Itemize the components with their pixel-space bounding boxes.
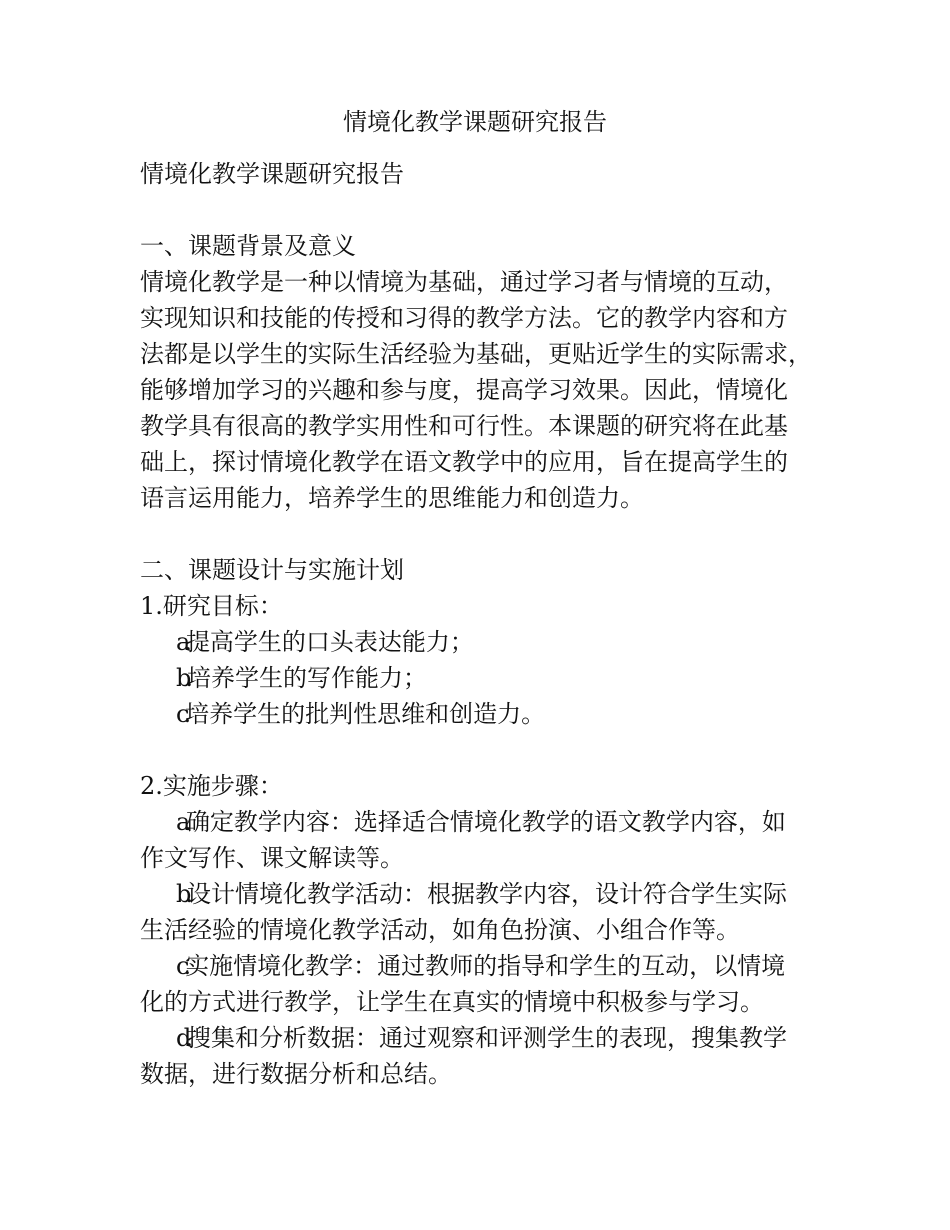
document-subtitle: 情境化教学课题研究报告 bbox=[140, 160, 404, 188]
step-item-continuation: 作文写作、课文解读等。 bbox=[140, 844, 404, 872]
spacer bbox=[140, 516, 830, 552]
goals-heading: 1.研究目标： bbox=[140, 592, 283, 620]
paragraph-line: 教学具有很高的教学实用性和可行性。本课题的研究将在此基 bbox=[140, 412, 788, 440]
goal-text: 提高学生的口头表达能力； bbox=[185, 628, 474, 656]
paragraph-line: 础上，探讨情境化教学在语文教学中的应用，旨在提高学生的 bbox=[140, 448, 788, 476]
spacer bbox=[140, 732, 830, 768]
step-item-continuation: 化的方式进行教学，让学生在真实的情境中积极参与学习。 bbox=[140, 988, 764, 1016]
paragraph-line: 实现知识和技能的传授和习得的教学方法。它的教学内容和方 bbox=[140, 304, 788, 332]
document-title: 情境化教学课题研究报告 bbox=[343, 108, 607, 136]
paragraph-line: 情境化教学是一种以情境为基础，通过学习者与情境的互动， bbox=[140, 268, 788, 296]
list-marker: c. bbox=[176, 952, 186, 980]
list-marker: b. bbox=[176, 880, 187, 908]
paragraph-line: 能够增加学习的兴趣和参与度，提高学习效果。因此，情境化 bbox=[140, 376, 788, 404]
step-item-continuation: 数据，进行数据分析和总结。 bbox=[140, 1060, 452, 1088]
goal-item bbox=[140, 696, 830, 732]
goal-item bbox=[140, 660, 830, 696]
goal-item bbox=[140, 624, 830, 660]
list-marker: b. bbox=[176, 664, 187, 692]
document-body bbox=[140, 156, 830, 1092]
step-text: 设计情境化教学活动：根据教学内容，设计符合学生实际 bbox=[187, 880, 787, 908]
section-background-paragraph bbox=[140, 264, 830, 516]
step-item-first-line bbox=[140, 1020, 830, 1056]
list-marker: a. bbox=[176, 628, 186, 656]
step-item-first-line bbox=[140, 804, 830, 840]
goal-text: 培养学生的批判性思维和创造力。 bbox=[185, 700, 546, 728]
step-item-first-line bbox=[140, 948, 830, 984]
list-marker: c. bbox=[176, 700, 186, 728]
goal-text: 培养学生的写作能力； bbox=[187, 664, 427, 692]
steps-heading: 2.实施步骤： bbox=[140, 772, 283, 800]
step-item-continuation: 生活经验的情境化教学活动，如角色扮演、小组合作等。 bbox=[140, 916, 740, 944]
step-text: 实施情境化教学：通过教师的指导和学生的互动，以情境 bbox=[185, 952, 786, 980]
spacer bbox=[140, 192, 830, 228]
paragraph-line: 法都是以学生的实际生活经验为基础，更贴近学生的实际需求， bbox=[140, 340, 812, 368]
step-text: 搜集和分析数据：通过观察和评测学生的表现，搜集教学 bbox=[187, 1024, 787, 1052]
section-heading-background: 一、课题背景及意义 bbox=[140, 232, 356, 260]
step-text: 确定教学内容：选择适合情境化教学的语文教学内容，如 bbox=[185, 808, 786, 836]
list-marker: d. bbox=[176, 1024, 187, 1052]
paragraph-line: 语言运用能力，培养学生的思维能力和创造力。 bbox=[140, 484, 644, 512]
list-marker: a. bbox=[176, 808, 186, 836]
step-item-first-line bbox=[140, 876, 830, 912]
section-heading-design: 二、课题设计与实施计划 bbox=[140, 556, 404, 584]
